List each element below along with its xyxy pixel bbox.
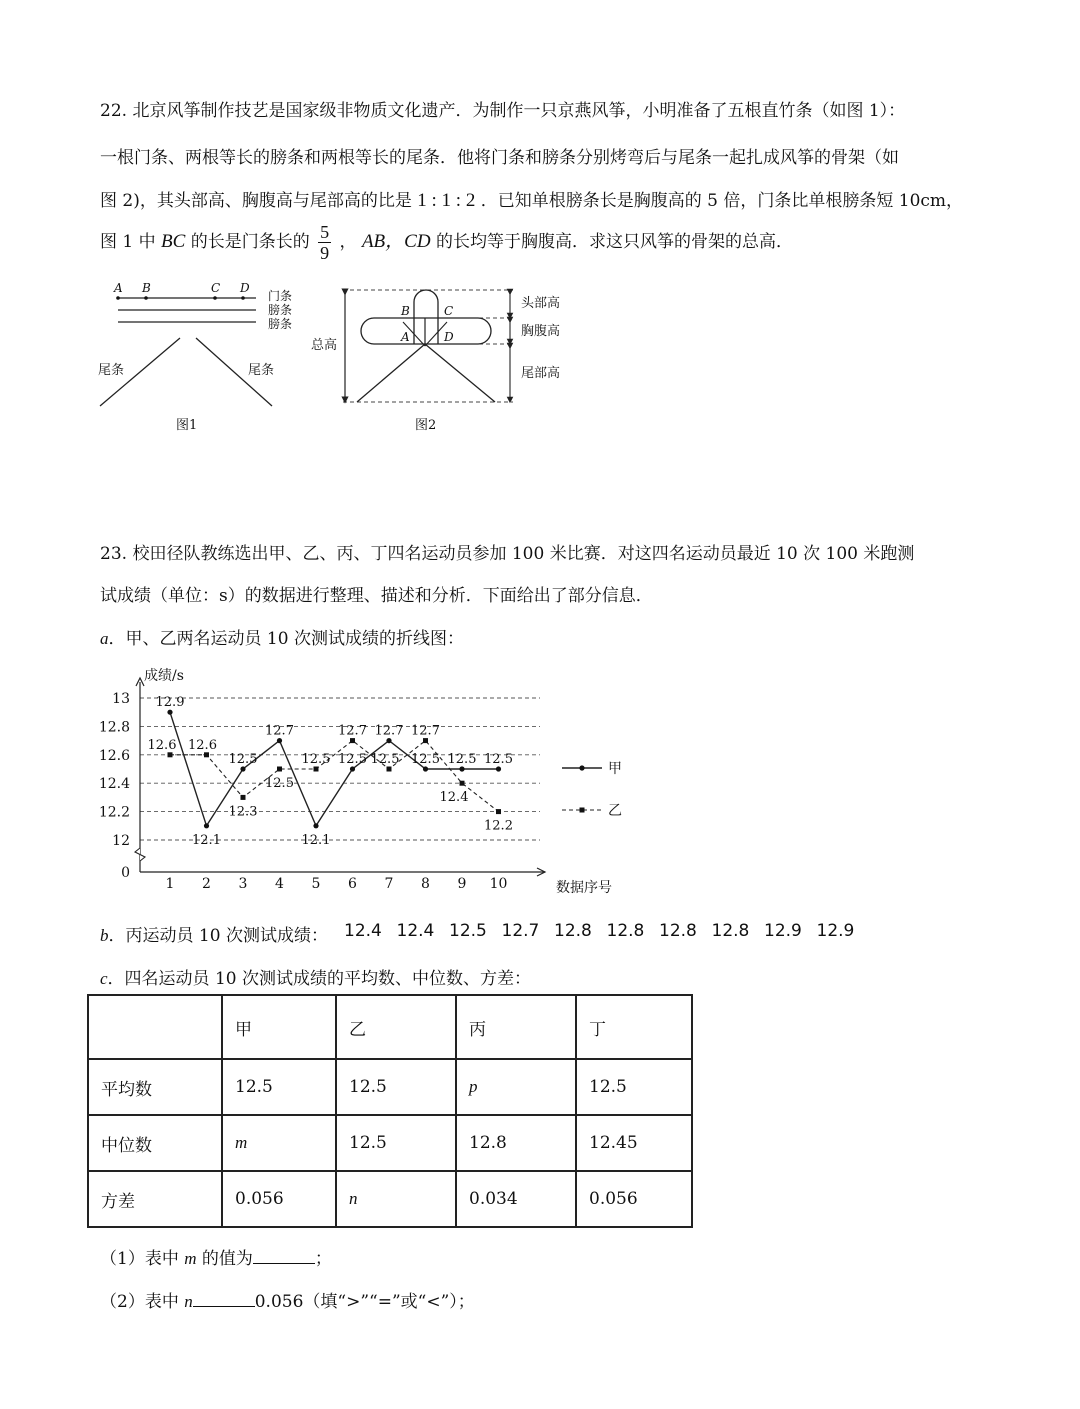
fig2-point-a: A <box>401 330 410 344</box>
data-label: 12.6 <box>188 737 217 753</box>
bing-score-value: 12.9 <box>764 921 802 941</box>
stats-table <box>87 994 693 1228</box>
table-cell: 0.034 <box>456 1171 576 1227</box>
fig1-point-d: D <box>240 281 250 295</box>
sub2-variable: n <box>184 1292 193 1311</box>
chart-x-tick-label: 8 <box>421 876 430 892</box>
fig1-point-c: C <box>211 281 221 295</box>
fig2-point-b: B <box>401 304 410 318</box>
data-label: 12.5 <box>301 752 331 767</box>
table-header-cell <box>88 995 222 1059</box>
fig1-caption: 图1 <box>176 418 198 433</box>
q22-line-3 <box>100 186 963 212</box>
fig2-point-d: D <box>444 330 454 344</box>
data-label: 12.7 <box>265 723 294 739</box>
data-label: 12.4 <box>439 790 469 806</box>
figure-1-bamboo-strips <box>90 278 320 438</box>
fig2-label-head: 头部高 <box>521 296 561 311</box>
q22-line-1: 22. 北京风筝制作技艺是国家级非物质文化遗产．为制作一只京燕风筝，小明准备了五根直竹条（如图 1）： <box>100 101 906 121</box>
chart-x-axis-label: 数据序号 <box>556 880 612 896</box>
data-point-jia <box>350 766 355 771</box>
data-label: 12.5 <box>484 752 513 767</box>
table-row-label: 平均数 <box>88 1059 222 1115</box>
chart-y-tick-label: 13 <box>112 691 130 707</box>
q22-line-4-b: 的长是门条长的 <box>190 232 310 252</box>
q23-subquestion-1 <box>100 1244 332 1269</box>
data-point-yi <box>423 738 428 743</box>
chart-x-ticks <box>166 876 508 892</box>
fig1-point-b: B <box>142 281 151 295</box>
item-c-text: ．四名运动员 10 次测试成绩的平均数、中位数、方差： <box>107 969 531 989</box>
bing-score-value: 12.4 <box>344 921 382 941</box>
data-label: 12.1 <box>301 832 331 848</box>
bing-score-value: 12.8 <box>711 921 750 941</box>
table-cell: 0.056 <box>576 1171 692 1227</box>
bing-scores-list <box>344 921 869 941</box>
q22-line-2: 一根门条、两根等长的膀条和两根等长的尾条．他将门条和膀条分别烤弯后与尾条一起扎成风筝的骨架（如 <box>100 148 899 168</box>
item-a-text: ．甲、乙两名运动员 10 次测试成绩的折线图： <box>108 629 464 649</box>
item-c-letter: c <box>100 969 108 988</box>
legend-label: 甲 <box>608 761 622 777</box>
data-point-jia <box>167 710 172 715</box>
fraction-numerator: 5 <box>320 222 330 242</box>
data-point-jia <box>313 823 318 828</box>
fig2-label-tail: 尾部高 <box>521 366 561 381</box>
table-cell: n <box>336 1171 456 1227</box>
table-cell: 12.45 <box>576 1115 692 1171</box>
chart-y-tick-label: 12 <box>112 833 130 849</box>
fig1-label-bang-2: 膀条 <box>268 317 293 331</box>
chart-y-tick-label: 12.4 <box>98 776 130 793</box>
data-point-jia <box>386 738 391 743</box>
chart-y-axis-label: 成绩/s <box>144 668 184 684</box>
sub2-text: 0.056（填“>”“=”或“<”）； <box>254 1292 475 1312</box>
data-point-yi <box>241 795 246 800</box>
data-label: 12.1 <box>192 832 221 848</box>
table-cell: p <box>456 1059 576 1115</box>
table-cell: 12.5 <box>336 1059 456 1115</box>
bing-score-value: 12.9 <box>816 921 855 941</box>
legend-marker <box>579 765 584 770</box>
fig2-bang-loop <box>361 318 491 344</box>
bing-score-value: 12.7 <box>501 921 540 941</box>
q22-line-4-a: 图 1 中 <box>100 232 156 252</box>
fig2-label-total: 总高 <box>311 338 338 353</box>
fig1-label-men: 门条 <box>268 289 293 303</box>
item-b-letter: b <box>100 926 109 945</box>
sub1-text: 的值为 <box>201 1249 253 1269</box>
table-row <box>88 1115 692 1171</box>
q23-item-c <box>100 964 531 989</box>
fig2-caption: 图2 <box>415 418 437 433</box>
data-point-jia <box>204 823 209 828</box>
fig2-label-chest: 胸腹高 <box>521 324 561 339</box>
data-label: 12.3 <box>228 804 258 820</box>
item-b-text: ．丙运动员 10 次测试成绩： <box>108 926 328 946</box>
q23-line-1: 23. 校田径队教练选出甲、乙、丙、丁四名运动员参加 100 米比赛．对这四名运动员最近 10 次 100 米跑测 <box>100 544 915 564</box>
data-label: 12.5 <box>447 752 477 767</box>
data-label: 12.7 <box>374 723 404 739</box>
data-point-jia <box>423 766 428 771</box>
bing-score-value: 12.8 <box>554 921 592 941</box>
table-row-label: 方差 <box>88 1171 222 1227</box>
table-row-label: 中位数 <box>88 1115 222 1171</box>
fraction-denominator: 9 <box>320 243 330 263</box>
table-cell: 12.5 <box>336 1115 456 1171</box>
fig1-label-bang-1: 膀条 <box>268 303 293 317</box>
fig1-label-wei-right: 尾条 <box>248 363 275 378</box>
q22-line-3-rest: ．已知单根膀条长是胸腹高的 5 倍，门条比单根膀条短 10cm， <box>480 191 964 211</box>
table-header-cell: 丁 <box>576 995 692 1059</box>
chart-x-tick-label: 10 <box>489 876 508 892</box>
table-cell: m <box>222 1115 336 1171</box>
bing-score-value: 12.5 <box>449 921 487 941</box>
chart-x-tick-label: 6 <box>348 876 357 892</box>
bing-score-value: 12.8 <box>606 921 645 941</box>
chart-x-tick-label: 3 <box>238 876 248 892</box>
line-chart-jia-yi <box>90 660 650 900</box>
data-label: 12.5 <box>265 776 294 791</box>
data-label: 12.5 <box>228 752 258 767</box>
data-point-jia <box>277 738 282 743</box>
data-label: 12.6 <box>147 737 177 753</box>
figure-2-kite-frame <box>305 278 585 438</box>
q22-line-4 <box>100 222 793 263</box>
chart-x-tick-label: 5 <box>311 876 321 892</box>
chart-x-tick-label: 1 <box>165 876 175 892</box>
chart-legend <box>562 761 622 819</box>
fig2-wei-left <box>357 344 425 402</box>
table-row <box>88 1171 692 1227</box>
fig1-point-a: A <box>114 281 123 295</box>
data-label: 12.7 <box>411 723 440 739</box>
q23-item-a <box>100 624 464 649</box>
q23-line-2: 试成绩（单位：s）的数据进行整理、描述和分析．下面给出了部分信息． <box>100 586 653 606</box>
fraction-five-ninths <box>318 222 331 263</box>
legend-label: 乙 <box>608 803 622 819</box>
data-point-yi <box>277 767 282 772</box>
data-label: 12.5 <box>370 752 400 767</box>
item-a-letter: a <box>100 629 109 648</box>
table-header-cell: 乙 <box>336 995 456 1059</box>
segment-bc: BC <box>161 231 186 252</box>
table-row <box>88 1059 692 1115</box>
data-label: 12.9 <box>155 695 185 711</box>
data-label: 12.5 <box>338 752 367 767</box>
q22-line-3-text: 图 2)，其头部高、胸腹高与尾部高的比是 <box>100 191 412 211</box>
ratio-expression: 1 : 1 : 2 <box>417 190 476 211</box>
q23-item-b <box>100 921 328 946</box>
data-label: 12.7 <box>338 723 367 739</box>
data-label: 12.2 <box>484 818 513 834</box>
data-point-yi <box>387 767 392 772</box>
chart-y-ticks <box>99 691 130 881</box>
q22-line-4-comma: ， <box>339 232 357 252</box>
chart-y-tick-label: 0 <box>121 865 130 881</box>
data-point-jia <box>240 766 245 771</box>
fig1-label-wei-left: 尾条 <box>98 363 125 378</box>
fig2-wei-right <box>425 344 495 402</box>
table-cell: 12.5 <box>576 1059 692 1115</box>
answer-blank-2[interactable] <box>193 1290 255 1307</box>
bing-score-value: 12.4 <box>396 921 435 941</box>
table-header-cell: 甲 <box>222 995 336 1059</box>
fig2-point-c: C <box>444 304 454 318</box>
data-point-yi <box>168 752 173 757</box>
data-point-yi <box>204 752 209 757</box>
sub1-variable: m <box>184 1249 197 1268</box>
answer-blank-1[interactable] <box>253 1247 315 1264</box>
table-header-row <box>88 995 692 1059</box>
chart-x-tick-label: 2 <box>202 876 211 892</box>
sub1-suffix: ； <box>314 1249 332 1269</box>
q22-line-4-d: 的长均等于胸腹高．求这只风筝的骨架的总高． <box>435 232 793 252</box>
data-point-jia <box>459 766 464 771</box>
data-label: 12.5 <box>411 752 440 767</box>
table-header-cell: 丙 <box>456 995 576 1059</box>
table-cell: 0.056 <box>222 1171 336 1227</box>
chart-y-tick-label: 12.2 <box>98 804 130 821</box>
chart-axis-break <box>135 848 145 861</box>
chart-x-tick-label: 7 <box>384 876 394 892</box>
table-cell: 12.5 <box>222 1059 336 1115</box>
bing-score-value: 12.8 <box>659 921 697 941</box>
legend-marker <box>580 808 585 813</box>
q23-subquestion-2 <box>100 1287 475 1312</box>
chart-series <box>148 695 513 848</box>
data-point-yi <box>460 781 465 786</box>
chart-y-tick-label: 12.6 <box>98 747 130 764</box>
data-point-yi <box>350 738 355 743</box>
sub1-prefix: （1）表中 <box>100 1249 179 1269</box>
data-point-yi <box>496 809 501 814</box>
chart-x-tick-label: 9 <box>457 876 467 892</box>
data-point-yi <box>314 767 319 772</box>
chart-y-tick-label: 12.8 <box>98 719 130 736</box>
data-point-jia <box>496 766 501 771</box>
segments-ab-cd: AB，CD <box>361 231 431 252</box>
sub2-prefix: （2）表中 <box>100 1292 179 1312</box>
table-cell: 12.8 <box>456 1115 576 1171</box>
chart-x-tick-label: 4 <box>275 876 284 892</box>
